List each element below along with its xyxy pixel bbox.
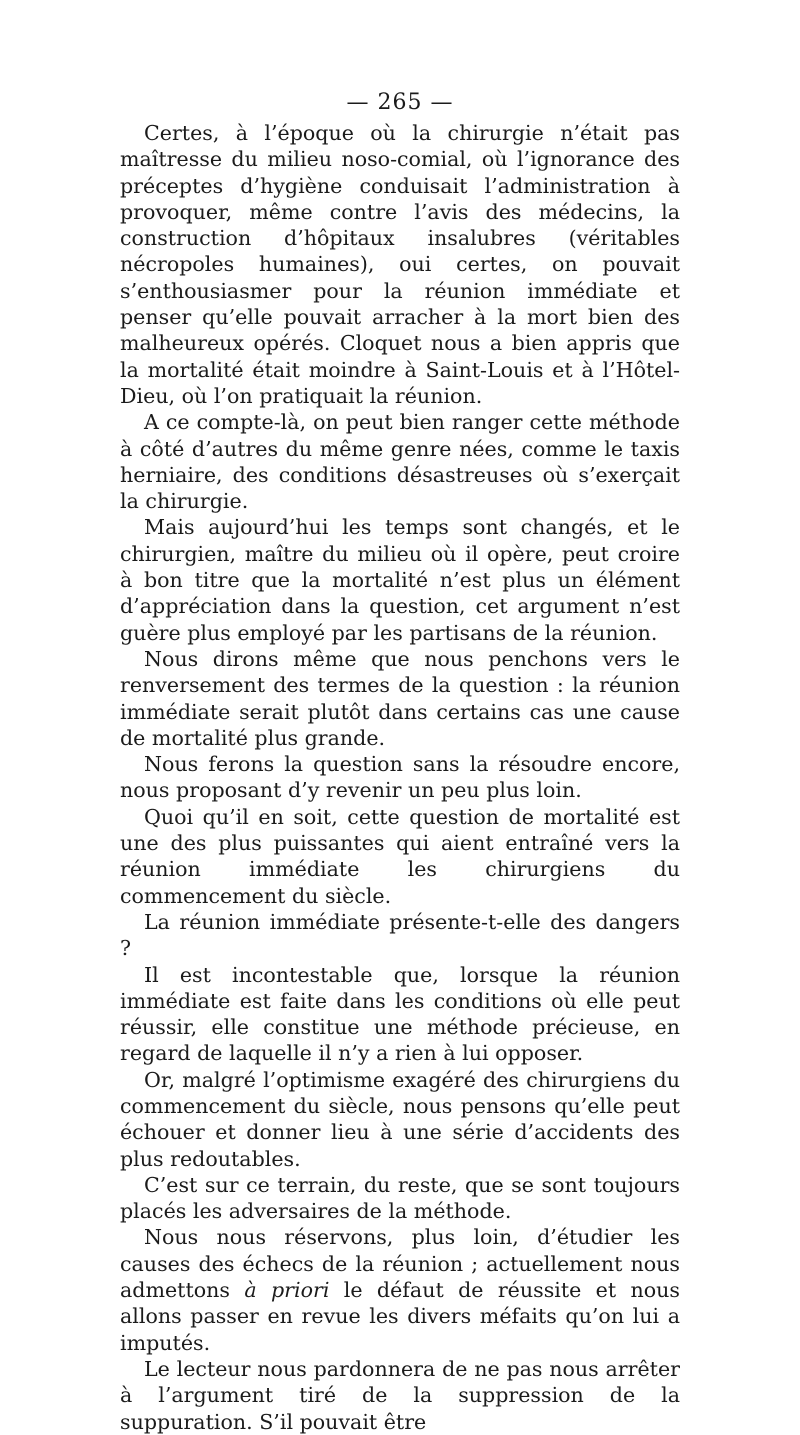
- paragraph-text: Nous nous réservons, plus loin, d’étudier les causes des échecs de la réunion ; actuellement nous admettons: [120, 1225, 680, 1303]
- italic-phrase: à priori: [244, 1278, 330, 1303]
- paragraph: Nous ferons la question sans la résoudre encore, nous proposant d’y revenir un peu plus loin.: [120, 752, 680, 803]
- page-number: — 265 —: [346, 90, 454, 115]
- paragraph: Il est incontestable que, lorsque la réunion immédiate est faite dans les conditions où elle peut réussir, elle constitue une méthode précieuse, en regard de laquelle il n’y a rien à lui opposer.: [120, 962, 680, 1066]
- paragraph: La réunion immédiate présente-t-elle des dangers ?: [120, 909, 680, 961]
- body-text: [120, 120, 680, 1435]
- paragraph: Quoi qu’il en soit, cette question de mortalité est une des plus puissantes qui aient entraîné vers la réunion immédiate les chirurgiens du commencement du siècle.: [120, 804, 680, 908]
- paragraph-with-italic: [120, 1224, 680, 1355]
- paragraph: C’est sur ce terrain, du reste, que se sont toujours placés les adversaires de la méthode.: [120, 1172, 680, 1224]
- paragraph-text: le défaut de réussite et nous allons passer en revue les divers méfaits qu’on lui a imputés.: [120, 1278, 680, 1355]
- paragraph: Or, malgré l’optimisme exagéré des chirurgiens du commencement du siècle, nous pensons qu’elle peut échouer et donner lieu à une série d’accidents des plus redoutables.: [120, 1067, 680, 1171]
- paragraph-final: Le lecteur nous pardonnera de ne pas nous arrêter à l’argument tiré de la suppression de la suppuration. S’il pouvait être: [120, 1356, 680, 1434]
- paragraph: Certes, à l’époque où la chirurgie n’était pas maîtresse du milieu noso-comial, où l’ignorance des préceptes d’hygiène conduisait l’administration à provoquer, même contre l’avis des médecins, la construction d’hôpitaux insalubres (véritables nécropoles humaines), oui certes, on pouvait s’enthousiasmer pour la réunion immédiate et penser qu’elle pouvait arracher à la mort bien des malheureux opérés. Cloquet nous a bien appris que la mortalité était moindre à Saint-Louis et à l’Hôtel-Dieu, où l’on pratiquait la réunion.: [120, 121, 680, 408]
- paragraph: A ce compte-là, on peut bien ranger cette méthode à côté d’autres du même genre nées, comme le taxis herniaire, des conditions désastreuses où s’exerçait la chirurgie.: [120, 410, 680, 514]
- paragraph: Nous dirons même que nous penchons vers le renversement des termes de la question : la réunion immédiate serait plutôt dans certains cas une cause de mortalité plus grande.: [120, 646, 680, 750]
- paragraph: Mais aujourd’hui les temps sont changés, et le chirurgien, maître du milieu où il opère, peut croire à bon titre que la mortalité n’est plus un élément d’appréciation dans la question, cet argument n’est guère plus employé par les partisans de la réunion.: [120, 515, 680, 645]
